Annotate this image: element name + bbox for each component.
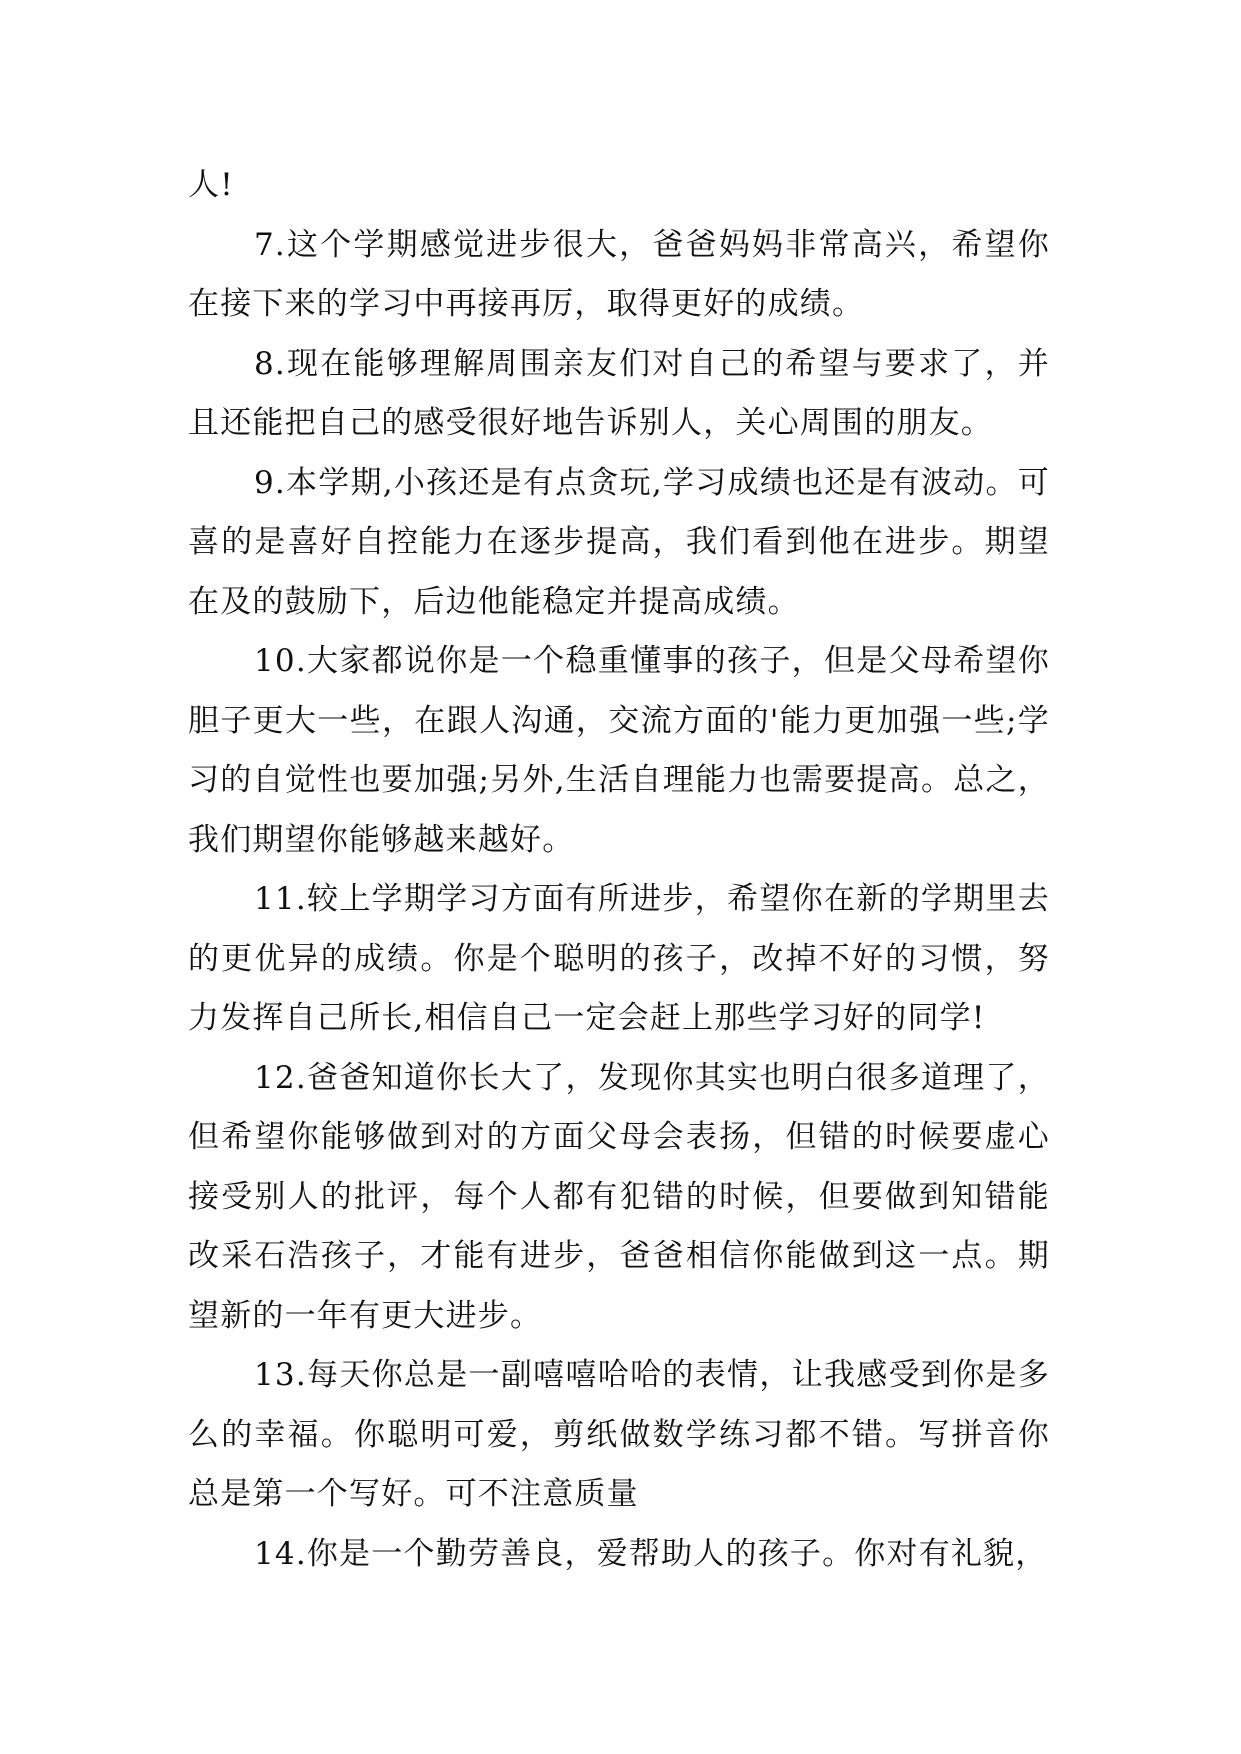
paragraph-item-11: 11.较上学期学习方面有所进步，希望你在新的学期里去的更优异的成绩。你是个聪明的孩子，改掉不好的习惯，努力发挥自己所长,相信自己一定会赶上那些学习好的同学! (188, 881, 1050, 1036)
paragraph-item-9: 9.本学期,小孩还是有点贪玩,学习成绩也还是有波动。可喜的是喜好自控能力在逐步提高，我们看到他在进步。期望在及的鼓励下，后边他能稳定并提高成绩。 (188, 464, 1050, 620)
paragraph-item-7: 7.这个学期感觉进步很大，爸爸妈妈非常高兴，希望你在接下来的学习中再接再厉，取得更好的成绩。 (188, 226, 1050, 322)
paragraph-item-12: 12.爸爸知道你长大了，发现你其实也明白很多道理了，但希望你能够做到对的方面父母会表扬，但错的时候要虚心接受别人的批评，每个人都有犯错的时候，但要做到知错能改采石浩孩子，才能有进步，爸爸相信你能做到这一点。期望新的一年有更大进步。 (188, 1059, 1050, 1334)
paragraph-item-8: 8.现在能够理解周围亲友们对自己的希望与要求了，并且还能把自己的感受很好地告诉别人，关心周围的朋友。 (188, 345, 1050, 441)
paragraph-item-10: 10.大家都说你是一个稳重懂事的孩子，但是父母希望你胆子更大一些，在跟人沟通，交流方面的'能力更加强一些;学习的自觉性也要加强;另外,生活自理能力也需要提高。总之，我们期望你能够越来越好。 (188, 643, 1050, 858)
paragraph-continuation: 人! (188, 167, 234, 203)
paragraph-item-13: 13.每天你总是一副嘻嘻哈哈的表情，让我感受到你是多么的幸福。你聪明可爱，剪纸做数学练习都不错。写拼音你总是第一个写好。可不注意质量 (188, 1357, 1050, 1512)
document-body (188, 156, 1050, 1584)
paragraph-item-14: 14.你是一个勤劳善良，爱帮助人的孩子。你对有礼貌， (254, 1535, 1048, 1572)
